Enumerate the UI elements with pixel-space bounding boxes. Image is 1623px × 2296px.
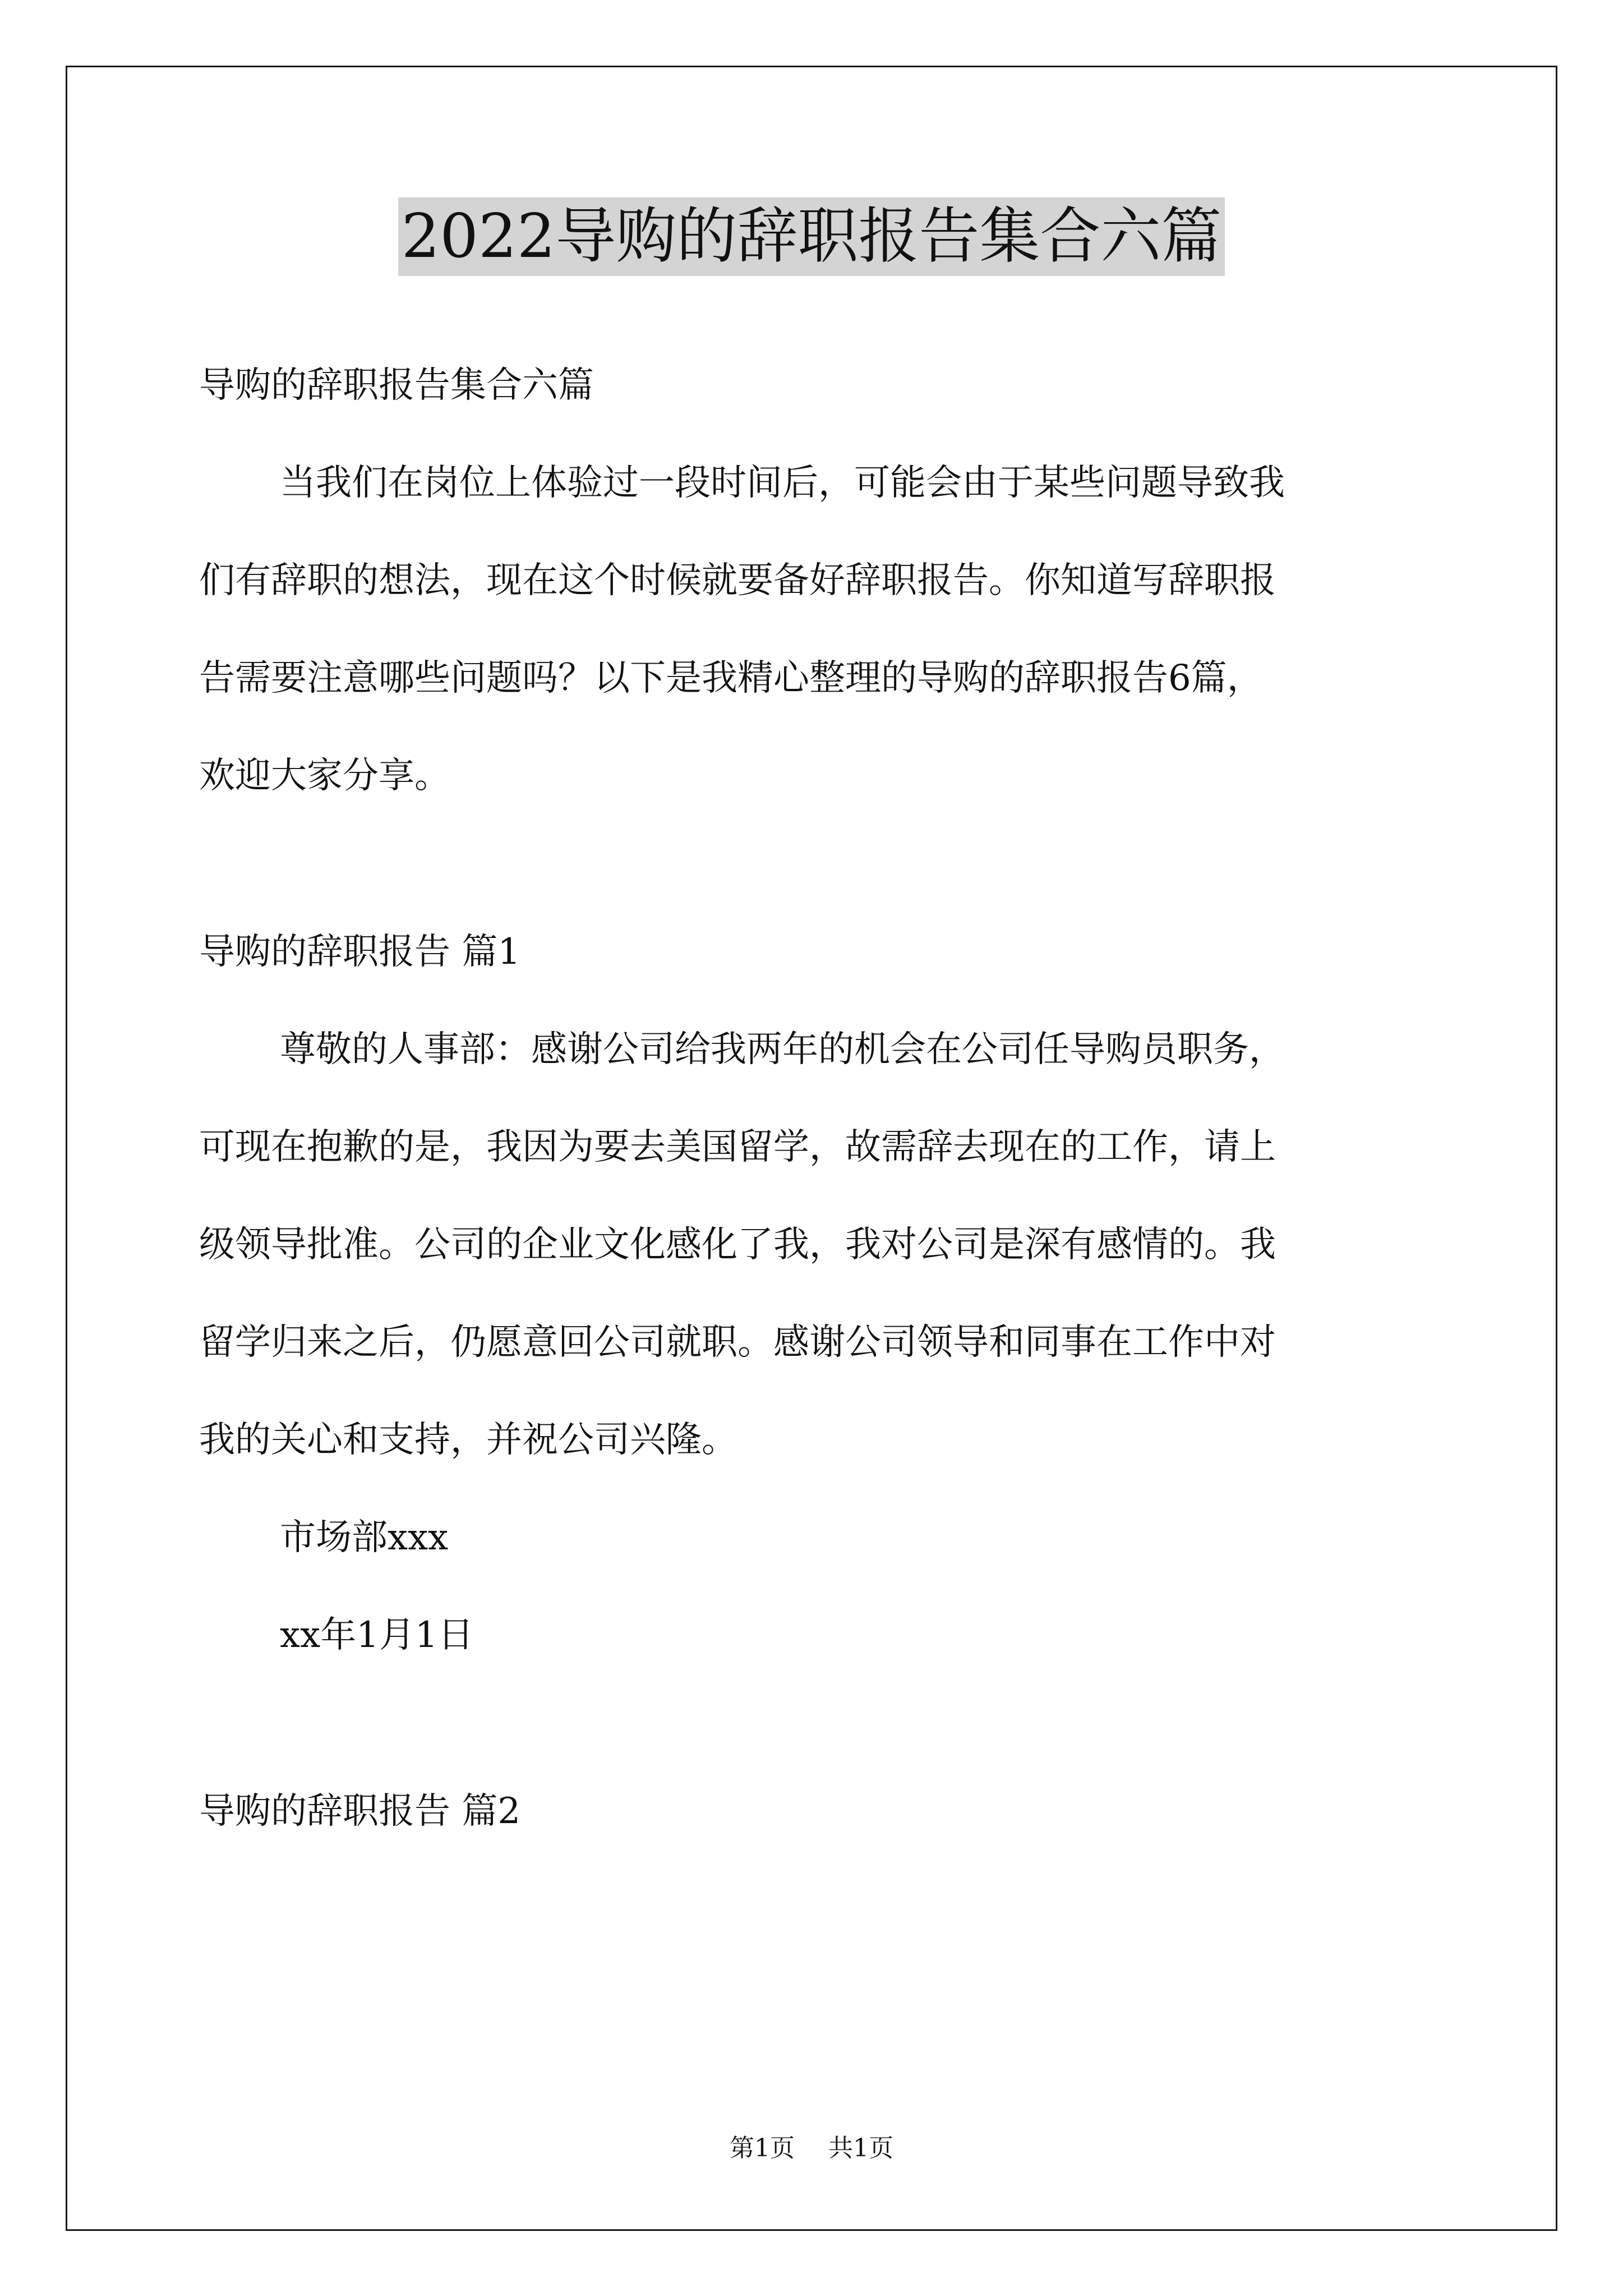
intro-line: 欢迎大家分享。 bbox=[199, 755, 450, 797]
spacer bbox=[199, 1684, 1427, 1763]
intro-line: 告需要注意哪些问题吗？以下是我精心整理的导购的辞职报告6篇， bbox=[199, 657, 1263, 699]
body-line: 可现在抱歉的是，我因为要去美国留学，故需辞去现在的工作，请上 bbox=[199, 1126, 1276, 1168]
section-heading: 导购的辞职报告 篇1 bbox=[199, 931, 521, 973]
body-line: 留学归来之后，仍愿意回公司就职。感谢公司领导和同事在工作中对 bbox=[199, 1322, 1276, 1363]
intro-line: 当我们在岗位上体验过一段时间后，可能会由于某些问题导致我 bbox=[280, 462, 1285, 504]
subtitle: 导购的辞职报告集合六篇 bbox=[199, 365, 594, 406]
date: xx年1月1日 bbox=[280, 1614, 474, 1656]
section-heading: 导购的辞职报告 篇2 bbox=[199, 1791, 521, 1832]
title-container bbox=[0, 197, 1623, 276]
page-footer bbox=[0, 2132, 1623, 2165]
spacer bbox=[199, 825, 1427, 903]
body-line: 尊敬的人事部：感谢公司给我两年的机会在公司任导购员职务， bbox=[280, 1029, 1285, 1070]
document-body bbox=[199, 337, 1427, 1860]
signature: 市场部xxx bbox=[280, 1517, 449, 1558]
intro-line: 们有辞职的想法，现在这个时候就要备好辞职报告。你知道写辞职报 bbox=[199, 560, 1276, 601]
body-line: 级领导批准。公司的企业文化感化了我，我对公司是深有感情的。我 bbox=[199, 1224, 1276, 1266]
page-total: 共1页 bbox=[828, 2134, 893, 2162]
page-number: 第1页 bbox=[730, 2134, 795, 2162]
body-line: 我的关心和支持，并祝公司兴隆。 bbox=[199, 1419, 737, 1461]
document-title: 2022导购的辞职报告集合六篇 bbox=[398, 197, 1225, 276]
